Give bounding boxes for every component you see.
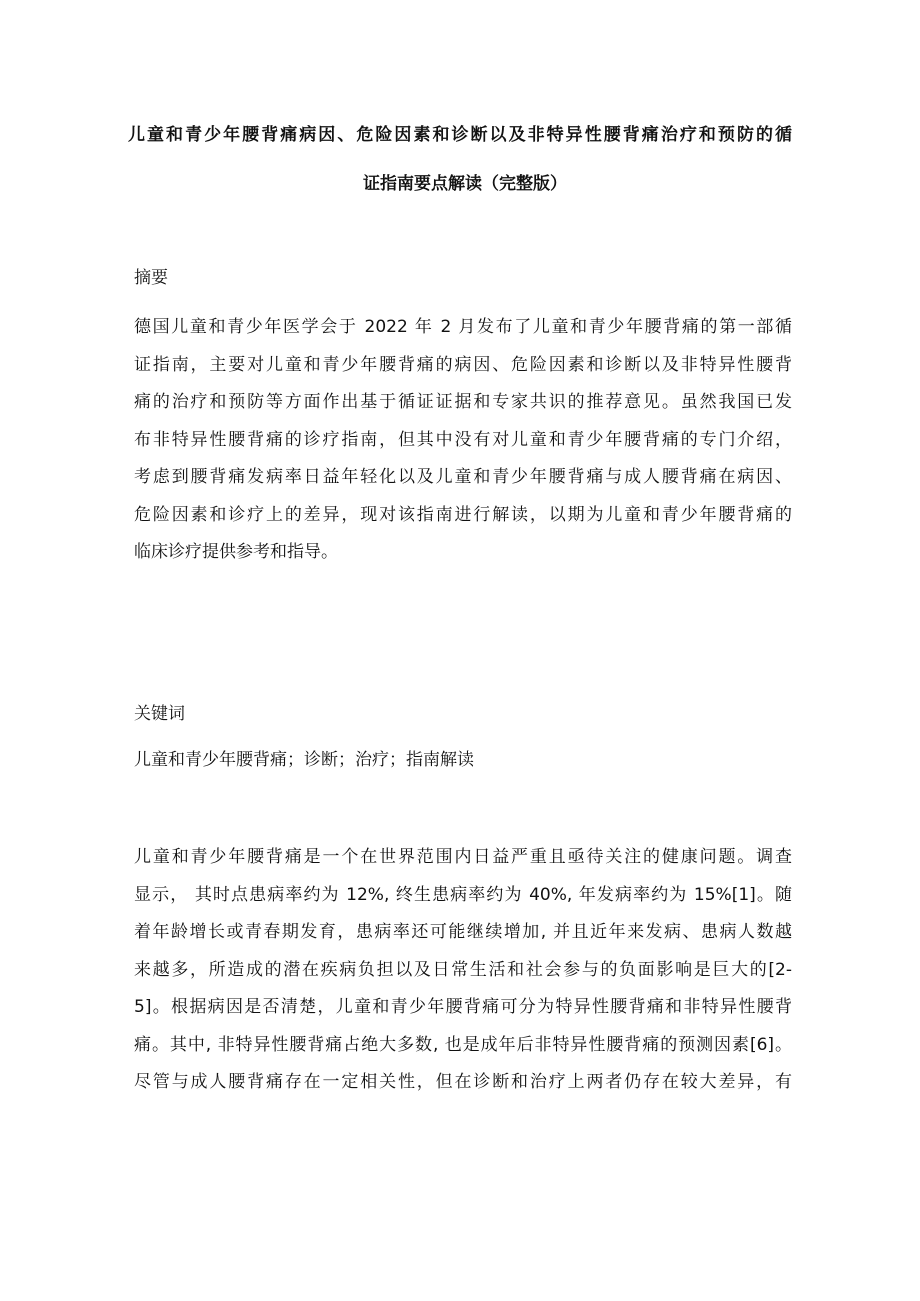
keywords-heading: 关键词	[134, 704, 185, 724]
abstract-heading: 摘要	[134, 268, 168, 288]
body-line: 显示， 其时点患病率约为 12%, 终生患病率约为 40%, 年发病率约为 15%[1]。随	[134, 884, 792, 905]
body-line: 着年龄增长或青春期发育，患病率还可能继续增加, 并且近年来发病、患病人数越	[134, 922, 792, 942]
abstract-line: 痛的治疗和预防等方面作出基于循证证据和专家共识的推荐意见。虽然我国已发	[134, 392, 792, 412]
abstract-paragraph	[134, 309, 792, 572]
keywords-text: 儿童和青少年腰背痛；诊断；治疗；指南解读	[134, 750, 474, 770]
title-line-1: 儿童和青少年腰背痛病因、危险因素和诊断以及非特异性腰背痛治疗和预防的循	[128, 125, 792, 145]
abstract-line: 布非特异性腰背痛的诊疗指南，但其中没有对儿童和青少年腰背痛的专门介绍，	[134, 429, 792, 450]
title-line-2: 证指南要点解读（完整版）	[363, 174, 567, 194]
abstract-line: 证指南，主要对儿童和青少年腰背痛的病因、危险因素和诊断以及非特异性腰背	[134, 354, 792, 375]
body-line: 5]。根据病因是否清楚，儿童和青少年腰背痛可分为特异性腰背痛和非特异性腰背	[134, 997, 792, 1017]
body-line: 尽管与成人腰背痛存在一定相关性，但在诊断和治疗上两者仍存在较大差异，有	[134, 1072, 792, 1092]
document-title	[128, 120, 792, 199]
abstract-line: 考虑到腰背痛发病率日益年轻化以及儿童和青少年腰背痛与成人腰背痛在病因、	[134, 467, 792, 487]
body-line: 儿童和青少年腰背痛是一个在世界范围内日益严重且亟待关注的健康问题。调查	[134, 847, 792, 867]
abstract-line: 临床诊疗提供参考和指导。	[134, 542, 338, 562]
body-paragraph	[134, 839, 792, 1102]
body-line: 来越多，所造成的潜在疾病负担以及日常生活和社会参与的负面影响是巨大的[2-	[134, 959, 792, 980]
abstract-line: 危险因素和诊疗上的差异，现对该指南进行解读，以期为儿童和青少年腰背痛的	[134, 504, 792, 525]
abstract-line: 德国儿童和青少年医学会于 2022 年 2 月发布了儿童和青少年腰背痛的第一部循	[134, 317, 792, 337]
body-line: 痛。其中, 非特异性腰背痛占绝大多数, 也是成年后非特异性腰背痛的预测因素[6]。	[134, 1034, 792, 1055]
